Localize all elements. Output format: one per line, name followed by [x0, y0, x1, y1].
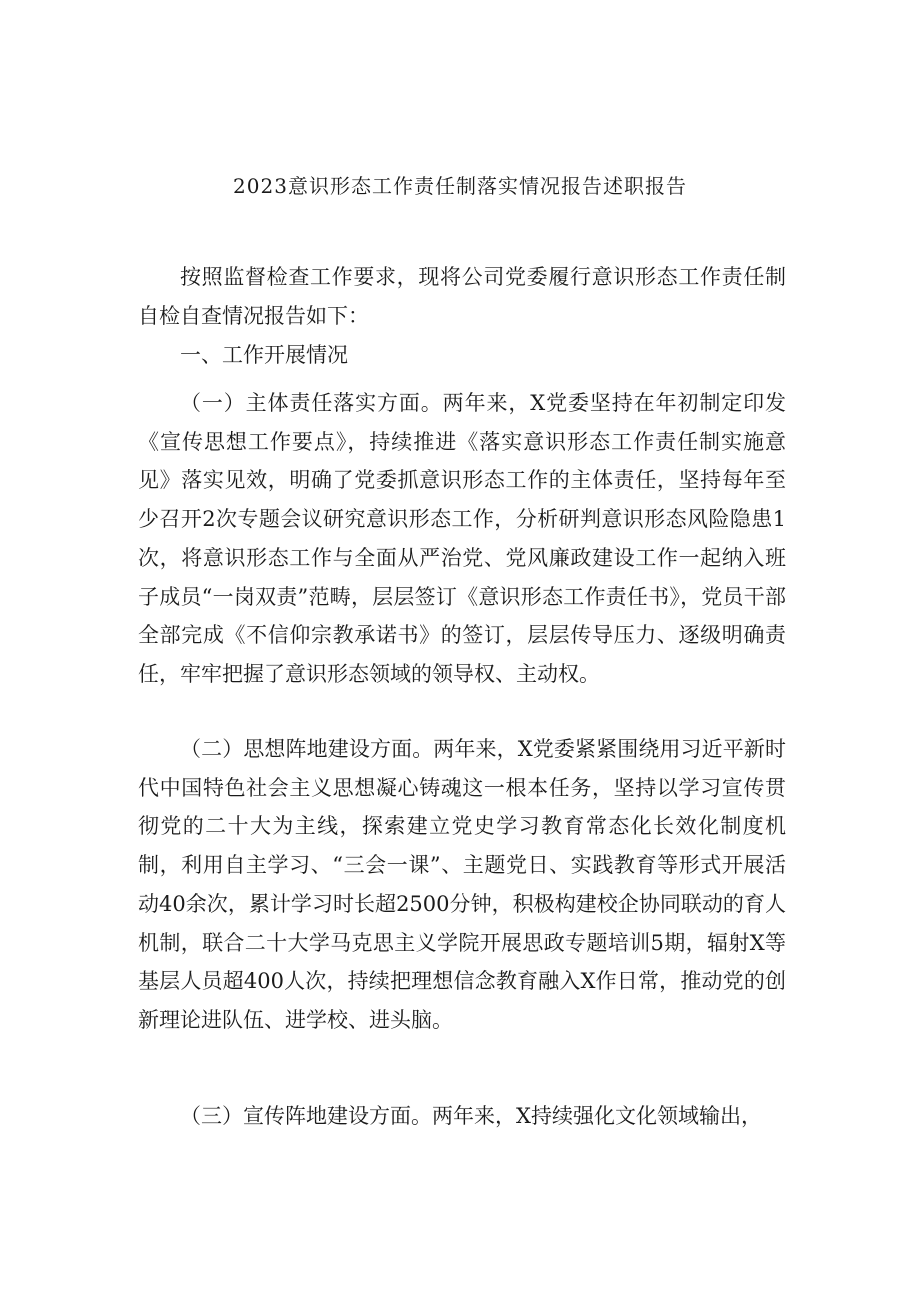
intro-paragraph: 按照监督检查工作要求，现将公司党委履行意识形态工作责任制自检自查情况报告如下： [138, 265, 786, 328]
paragraph-publicity-front: （三）宣传阵地建设方面。两年来，X持续强化文化领域输出， [180, 1104, 762, 1128]
section-heading-work-progress: 一、工作开展情况 [180, 343, 348, 367]
paragraph-main-responsibility: （一）主体责任落实方面。两年来，X党委坚持在年初制定印发《宣传思想工作要点》，持续推进《落实意识形态工作责任制实施意见》落实见效，明确了党委抓意识形态工作的主体责任，坚持每年至少召开2次专题会议研究意识形态工作，分析研判意识形态风险隐患1次，将意识形态工作与全面从严治党、党风廉政建设工作一起纳入班子成员“一岗双责”范畴，层层签订《意识形态工作责任书》，党员干部全部完成《不信仰宗教承诺书》的签订，层层传导压力、逐级明确责任，牢牢把握了意识形态领域的领导权、主动权。 [138, 391, 786, 686]
paragraph-ideological-front: （二）思想阵地建设方面。两年来，X党委紧紧围绕用习近平新时代中国特色社会主义思想凝心铸魂这一根本任务，坚持以学习宣传贯彻党的二十大为主线，探索建立党史学习教育常态化长效化制度机制，利用自主学习、“三会一课”、主题党日、实践教育等形式开展活动40余次，累计学习时长超2500分钟，积极构建校企协同联动的育人机制，联合二十大学马克思主义学院开展思政专题培训5期，辐射X等基层人员超400人次，持续把理想信念教育融入X作日常，推动党的创新理论进队伍、进学校、进头脑。 [138, 737, 786, 1032]
document-title: 2023意识形态工作责任制落实情况报告述职报告 [233, 174, 687, 198]
